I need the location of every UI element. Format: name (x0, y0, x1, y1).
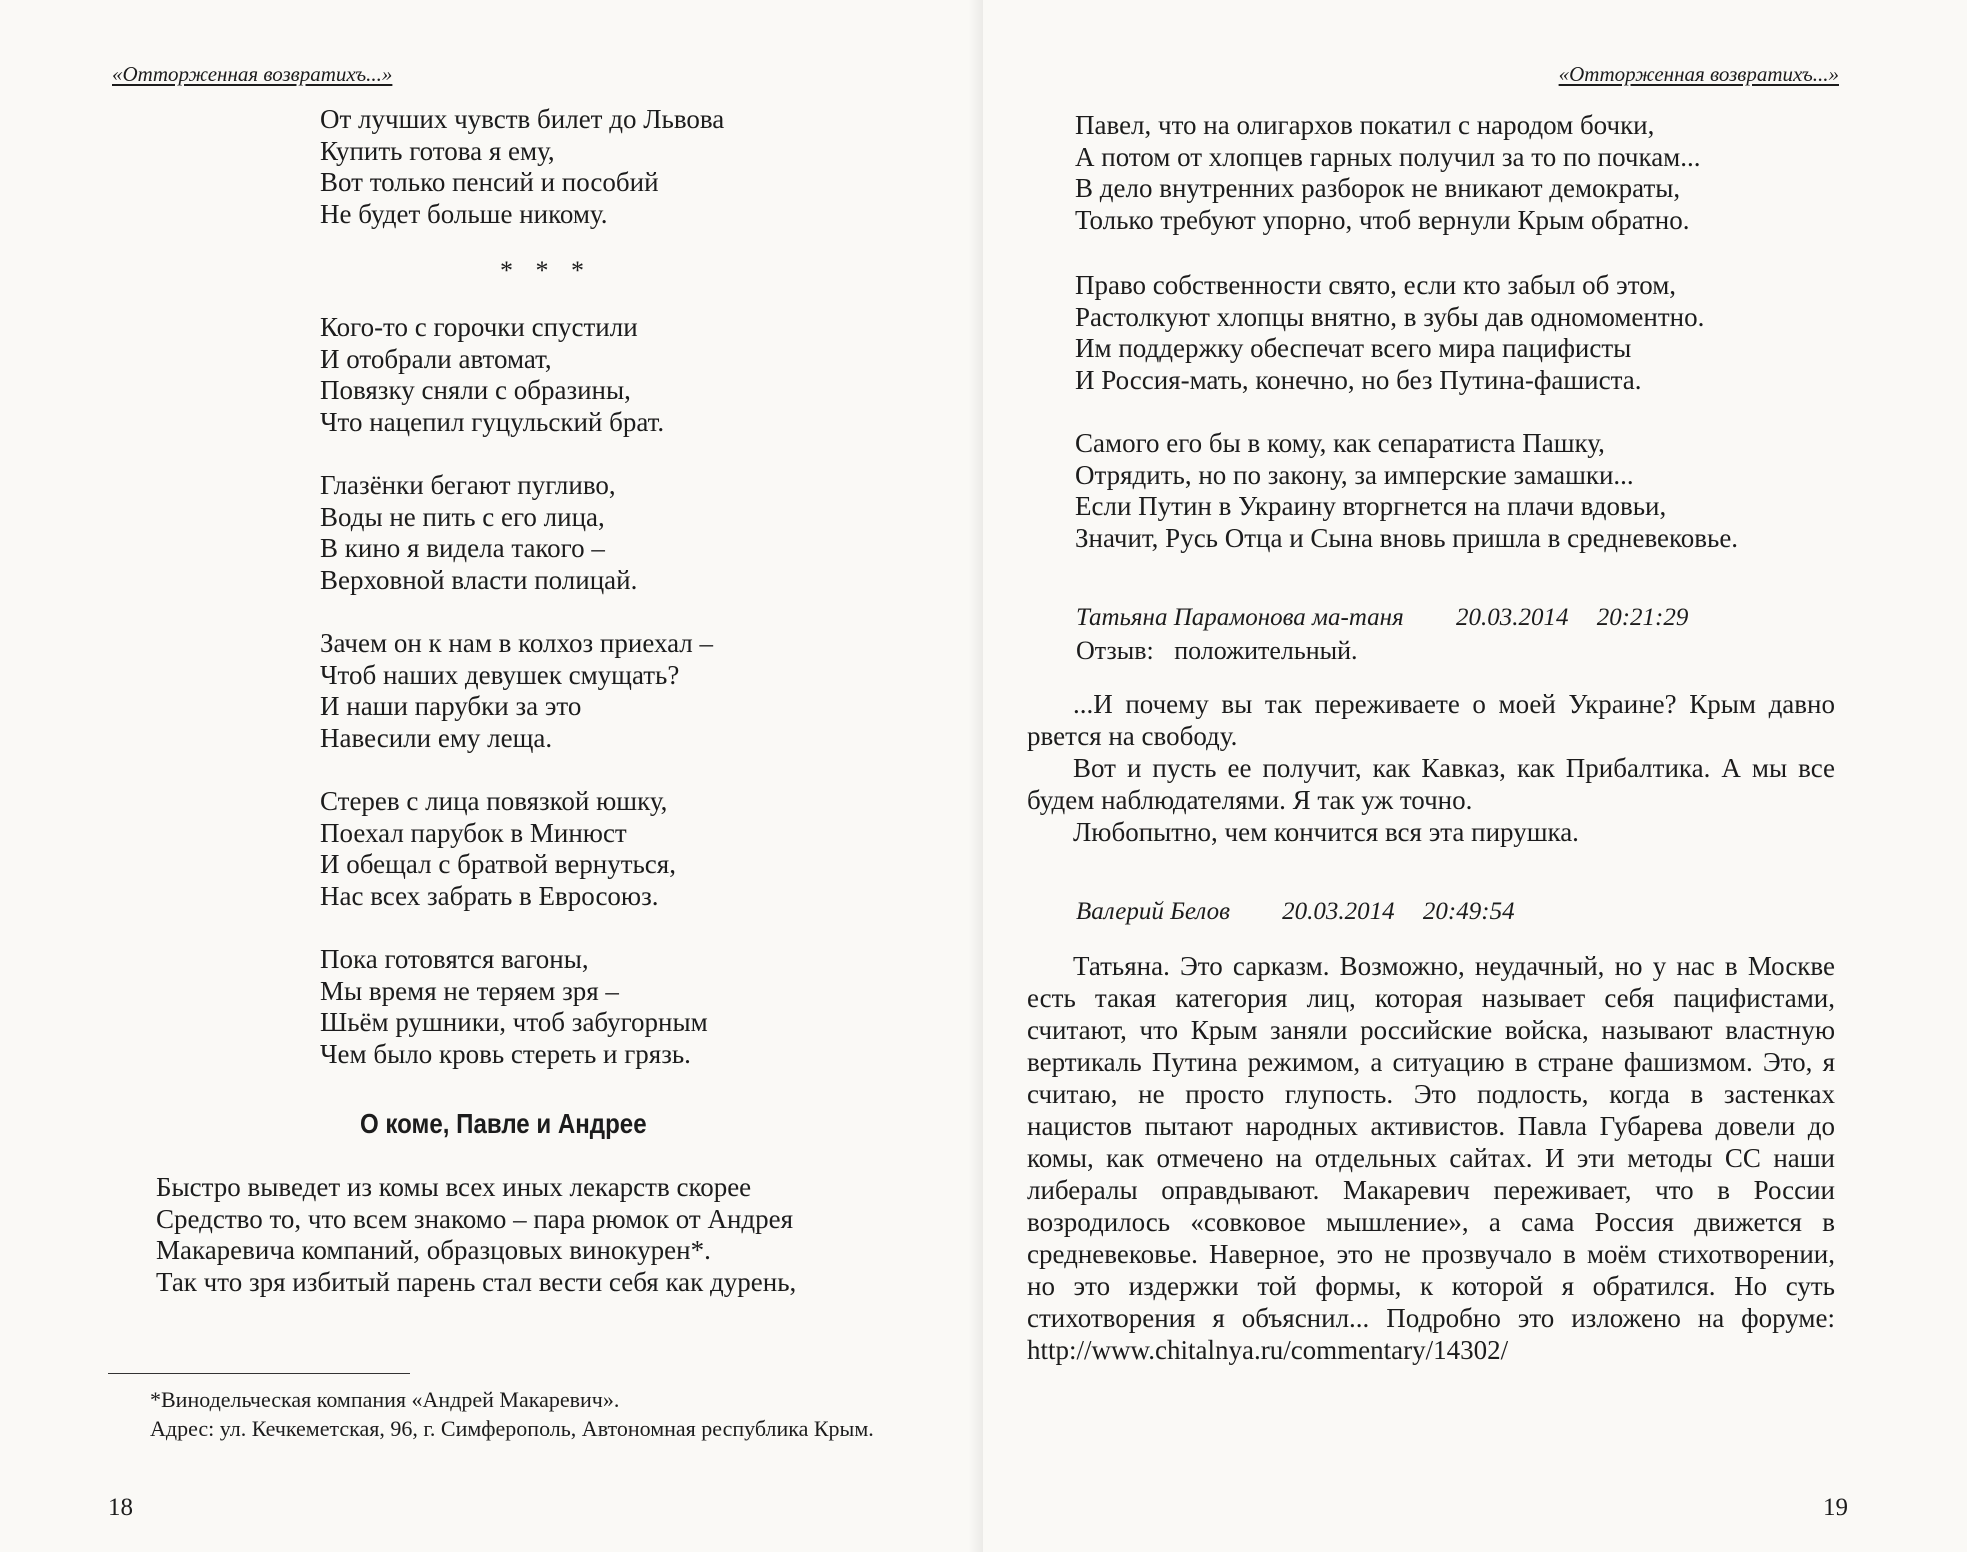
comment-date: 20.03.2014 (1455, 604, 1569, 631)
comment-date: 20.03.2014 (1282, 898, 1395, 925)
verse-line: Только требуют упорно, чтоб вернули Крым обратно. (1075, 204, 1690, 235)
right-page (983, 0, 1967, 1552)
verse-line: Чем было кровь стереть и грязь. (320, 1038, 691, 1069)
review-status (1076, 636, 1358, 666)
verse-line: Павел, что на олигархов покатил с народом бочки, (1075, 110, 1655, 140)
stanza (1075, 270, 1704, 396)
verse-line: Пока готовятся вагоны, (320, 944, 589, 974)
left-page (0, 0, 983, 1552)
verse-line: От лучших чувств билет до Львова (320, 104, 725, 134)
comment-header (1076, 898, 1515, 926)
verse-line: Стерев с лица повязкой юшку, (320, 786, 668, 816)
stanza (320, 470, 637, 596)
verse-line: Повязку сняли с образины, (320, 375, 631, 405)
verse-line: В кино я видела такого – (320, 533, 605, 563)
verse-line: Воды не пить с его лица, (320, 501, 605, 532)
page-number: 19 (1823, 1494, 1848, 1521)
verse-line: Так что зря избитый парень стал вести себя как дурень, (156, 1266, 797, 1297)
verse-line: Если Путин в Украину вторгнется на плачи вдовьи, (1075, 491, 1667, 521)
review-value: положительный. (1174, 636, 1358, 665)
comment-body (1027, 688, 1835, 848)
comment-author: Татьяна Парамонова ма-таня (1076, 604, 1404, 631)
comment-time: 20:21:29 (1596, 604, 1689, 631)
verse-line: Им поддержку обеспечат всего мира пацифисты (1075, 333, 1632, 363)
verse-line: Верховной власти полицай. (320, 564, 638, 595)
verse-line: Средство то, что всем знакомо – пара рюмок от Андрея (156, 1203, 794, 1234)
verse-line: И наши парубки за это (320, 691, 582, 721)
running-head-left: «Отторженная возвратихъ...» (112, 62, 393, 86)
review-label: Отзыв: (1076, 636, 1154, 665)
comment-body (1027, 950, 1835, 1366)
comment-author: Валерий Белов (1076, 898, 1230, 925)
stanza (156, 1172, 796, 1298)
footnote-divider (108, 1373, 410, 1374)
comment-paragraph: Татьяна. Это сарказм. Возможно, неудачный, но у нас в Москве есть такая категория лиц, которая называет себя пацифистами, считают, что Крым заняли российские войска, называют властную вертикаль Путина режимом, а ситуацию в стране фашизмом. Это, я считаю, не просто глупость. Это подлость, когда в застенках нацистов пытают народных активистов. Павла Губарева довели до комы, как отмечено на отдельных сайтах. И эти методы СС наши либералы оправдывают. Макаревич переживает, что в России возродилось «совковое мышление», а сама Россия движется в средневековье. Наверное, это не прозвучало в моём стихотворении, но это издержки той формы, к которой я обратился. Но суть стихотворения я объяснил... Подробно это изложено на форуме: http://www.chitalnya.ru/commentary/14302/ (1027, 951, 1835, 1365)
stanza (320, 628, 713, 754)
page-number: 18 (108, 1494, 133, 1521)
verse-line: Самого его бы в кому, как сепаратиста Пашку, (1075, 428, 1605, 458)
verse-line: Мы время не теряем зря – (320, 975, 619, 1006)
section-separator: * * * (500, 256, 592, 285)
stanza (320, 312, 664, 438)
verse-line: Право собственности свято, если кто забыл об этом, (1075, 270, 1677, 300)
verse-line: Шьём рушники, чтоб забугорным (320, 1007, 708, 1037)
stanza (1075, 428, 1738, 554)
verse-line: Глазёнки бегают пугливо, (320, 470, 616, 500)
comment-paragraph: Вот и пусть ее получит, как Кавказ, как Прибалтика. А мы все будем наблюдателями. Я так уж точно. (1027, 753, 1835, 815)
verse-line: Макаревича компаний, образцовых винокурен*. (156, 1235, 711, 1265)
stanza (1075, 110, 1701, 236)
verse-line: Значит, Русь Отца и Сына вновь пришла в средневековье. (1075, 522, 1739, 553)
verse-line: И обещал с братвой вернуться, (320, 849, 676, 879)
stanza (320, 104, 724, 230)
footnote-text: Адрес: ул. Кечкеметская, 96, г. Симферополь, Автономная республика Крым. (150, 1416, 874, 1441)
verse-line: Кого-то с горочки спустили (320, 312, 638, 342)
comment-paragraph: Любопытно, чем кончится вся эта пирушка. (1073, 817, 1579, 847)
verse-line: И Россия-мать, конечно, но без Путина-фашиста. (1075, 364, 1642, 395)
verse-line: Не будет больше никому. (320, 198, 608, 229)
footnote-text: *Винодельческая компания «Андрей Макаревич». (150, 1387, 620, 1412)
stanza (320, 944, 708, 1070)
verse-line: Чтоб наших девушек смущать? (320, 659, 680, 690)
stanza (320, 786, 676, 912)
running-head-right: «Отторженная возвратихъ...» (1558, 62, 1839, 86)
verse-line: Что нацепил гуцульский брат. (320, 406, 665, 437)
verse-line: Отрядить, но по закону, за имперские замашки... (1075, 459, 1634, 490)
verse-line: Быстро выведет из комы всех иных лекарств скорее (156, 1172, 752, 1202)
comment-paragraph: ...И почему вы так переживаете о моей Украине? Крым давно рвется на свободу. (1027, 689, 1835, 751)
verse-line: Нас всех забрать в Евросоюз. (320, 880, 659, 911)
comment-time: 20:49:54 (1422, 898, 1515, 925)
poem-title: О коме, Павле и Андрее (360, 1108, 647, 1139)
verse-line: В дело внутренних разборок не вникают демократы, (1075, 173, 1681, 203)
verse-line: А потом от хлопцев гарных получил за то по почкам... (1075, 141, 1701, 172)
verse-line: Растолкуют хлопцы внятно, в зубы дав одномоментно. (1075, 301, 1705, 332)
verse-line: Зачем он к нам в колхоз приехал – (320, 628, 714, 658)
footnote (106, 1385, 936, 1443)
verse-line: Навесили ему леща. (320, 722, 553, 753)
comment-header (1076, 604, 1688, 632)
verse-line: Вот только пенсий и пособий (320, 167, 659, 197)
verse-line: Поехал парубок в Минюст (320, 817, 627, 848)
verse-line: И отобрали автомат, (320, 343, 552, 374)
verse-line: Купить готова я ему, (320, 135, 555, 166)
